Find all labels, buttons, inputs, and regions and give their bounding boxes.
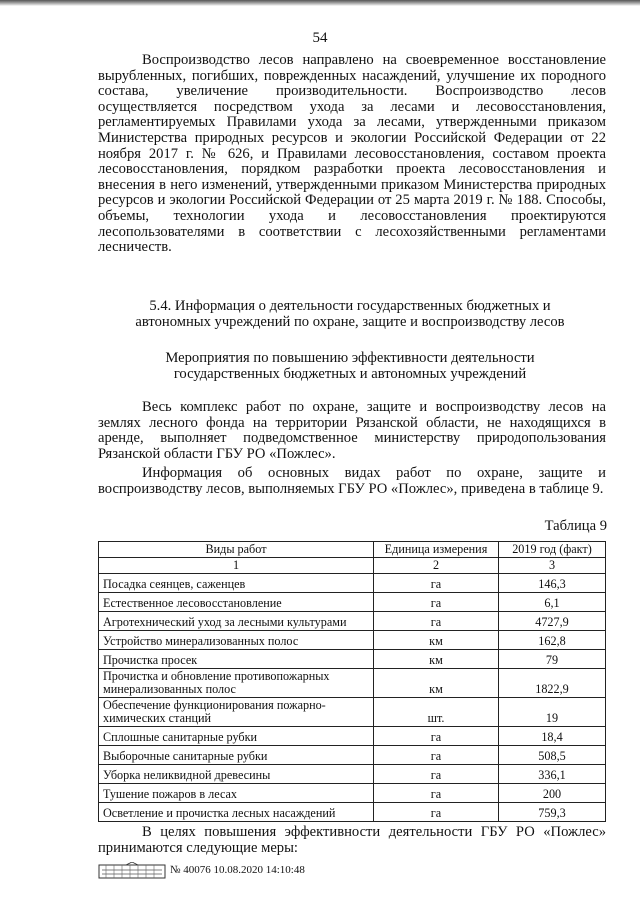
work-type: Посадка сеянцев, саженцев (99, 574, 374, 593)
table-row (99, 727, 606, 746)
value: 1822,9 (499, 669, 606, 698)
value: 146,3 (499, 574, 606, 593)
work-type: Тушение пожаров в лесах (99, 784, 374, 803)
work-type: Устройство минерализованных полос (99, 631, 374, 650)
work-type: Агротехнический уход за лесными культурами (99, 612, 374, 631)
work-type: Естественное лесовосстановление (99, 593, 374, 612)
unit: га (374, 612, 499, 631)
header-year: 2019 год (факт) (499, 542, 606, 558)
unit: га (374, 803, 499, 822)
work-type: Осветление и прочистка лесных насаждений (99, 803, 374, 822)
value: 162,8 (499, 631, 606, 650)
value: 79 (499, 650, 606, 669)
unit: км (374, 650, 499, 669)
value: 6,1 (499, 593, 606, 612)
value: 508,5 (499, 746, 606, 765)
work-type: Выборочные санитарные рубки (99, 746, 374, 765)
work-type: Обеспечение функционирования пожарно-химических станций (99, 698, 374, 727)
subheading-line2: государственных бюджетных и автономных учреждений (173, 365, 527, 382)
column-number: 1 (99, 558, 374, 574)
unit: га (374, 784, 499, 803)
work-type: Прочистка и обновление противопожарных минерализованных полос (99, 669, 374, 698)
subheading (90, 351, 610, 383)
table-row (99, 574, 606, 593)
section-heading-line1: 5.4. Информация о деятельности государственных бюджетных и (149, 298, 551, 314)
unit: га (374, 727, 499, 746)
unit: га (374, 765, 499, 784)
table-row (99, 669, 606, 698)
section-heading (90, 299, 610, 331)
page-number: 54 (312, 30, 328, 46)
paragraph-reproduction: Воспроизводство лесов направлено на своевременное восстановление вырубленных, погибших, поврежденных насаждений, улучшение их породного состава, увеличение производительности. Воспроизводство лесов осуществляется посредством ухода за лесами и лесовосстановления, регламентируемых Правилами ухода за лесами, утвержденными приказом Министерства природных ресурсов и экологии Российской Федерации от 22 ноября 2017 г. № 626, и Правилами лесовосстановления, составом проекта лесовосстановления, порядком разработки проекта лесовосстановления и внесения в него изменений, утвержденными приказом Министерства природных ресурсов и экологии Российской Федерации от 25 марта 2019 г. № 188. Способы, объемы, технологии ухода и лесовосстановления проектируются лесопользователями в соответствии с лесохозяйственными регламентами лесничеств. (98, 52, 606, 256)
column-number-row (99, 558, 606, 574)
value: 200 (499, 784, 606, 803)
unit: га (374, 746, 499, 765)
column-number: 3 (499, 558, 606, 574)
unit: км (374, 669, 499, 698)
registration-stamp-icon (98, 862, 166, 880)
registration-stamp-text: № 40076 10.08.2020 14:10:48 (170, 864, 305, 876)
scan-top-edge (0, 0, 640, 6)
table-row (99, 612, 606, 631)
unit: шт. (374, 698, 499, 727)
works-table (98, 541, 606, 822)
table-header-row (99, 542, 606, 558)
table-row (99, 631, 606, 650)
table-row (99, 803, 606, 822)
paragraph-measures: В целях повышения эффективности деятельности ГБУ РО «Пожлес» принимаются следующие меры: (98, 824, 606, 856)
table-row (99, 698, 606, 727)
value: 759,3 (499, 803, 606, 822)
value: 18,4 (499, 727, 606, 746)
value: 4727,9 (499, 612, 606, 631)
paragraph-complex: Весь комплекс работ по охране, защите и воспроизводству лесов на землях лесного фонда на территории Рязанской области, не находящихся в аренде, выполняет подведомственное министерству природопользования Рязанской области ГБУ РО «Пожлес». (98, 399, 606, 462)
table-row (99, 746, 606, 765)
paragraph-info: Информация об основных видах работ по охране, защите и воспроизводству лесов, выполняемых ГБУ РО «Пожлес», приведена в таблице 9. (98, 465, 606, 497)
unit: га (374, 593, 499, 612)
value: 19 (499, 698, 606, 727)
value: 336,1 (499, 765, 606, 784)
table-row (99, 650, 606, 669)
unit: га (374, 574, 499, 593)
header-unit: Единица измерения (374, 542, 499, 558)
column-number: 2 (374, 558, 499, 574)
work-type: Сплошные санитарные рубки (99, 727, 374, 746)
header-work-type: Виды работ (99, 542, 374, 558)
work-type: Прочистка просек (99, 650, 374, 669)
table-row (99, 765, 606, 784)
table-caption: Таблица 9 (544, 518, 607, 534)
table-row (99, 593, 606, 612)
table-row (99, 784, 606, 803)
subheading-line1: Мероприятия по повышению эффективности деятельности (165, 350, 535, 366)
unit: км (374, 631, 499, 650)
work-type: Уборка неликвидной древесины (99, 765, 374, 784)
section-heading-line2: автономных учреждений по охране, защите и воспроизводству лесов (135, 313, 565, 330)
